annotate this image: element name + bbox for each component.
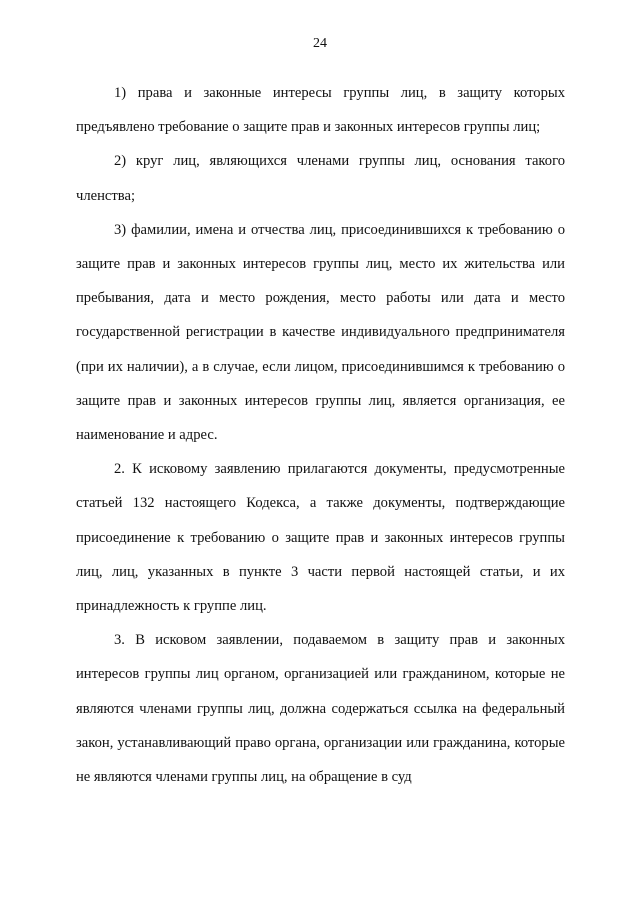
paragraph-item-1: 1) права и законные интересы группы лиц, в защиту которых предъявлено требование о защите прав и законных интересов группы лиц;	[76, 85, 565, 136]
paragraph-item-2: 2) круг лиц, являющихся членами группы лиц, основания такого членства;	[76, 153, 565, 204]
paragraph-section-2: 2. К исковому заявлению прилагаются документы, предусмотренные статьей 132 настоящего Кодекса, а также документы, подтверждающие присоединение к требованию о защите прав и законных интересов группы лиц, лиц, указанных в пункте 3 части первой настоящей статьи, и их принадлежность к группе лиц.	[76, 461, 565, 615]
document-body	[76, 76, 565, 794]
page-number: 24	[313, 36, 327, 51]
paragraph-item-3: 3) фамилии, имена и отчества лиц, присоединившихся к требованию о защите прав и законных интересов группы лиц, место их жительства или пребывания, дата и место рождения, место работы или дата и место государственной регистрации в качестве индивидуального предпринимателя (при их наличии), а в случае, если лицом, присоединившимся к требованию о защите прав и законных интересов группы лиц, является организация, ее наименование и адрес.	[76, 221, 565, 444]
paragraph-section-3: 3. В исковом заявлении, подаваемом в защиту прав и законных интересов группы лиц органом, организацией или гражданином, которые не являются членами группы лиц, должна содержаться ссылка на федеральный закон, устанавливающий право органа, организации или гражданина, которые не являются членами группы лиц, на обращение в суд	[76, 632, 565, 786]
